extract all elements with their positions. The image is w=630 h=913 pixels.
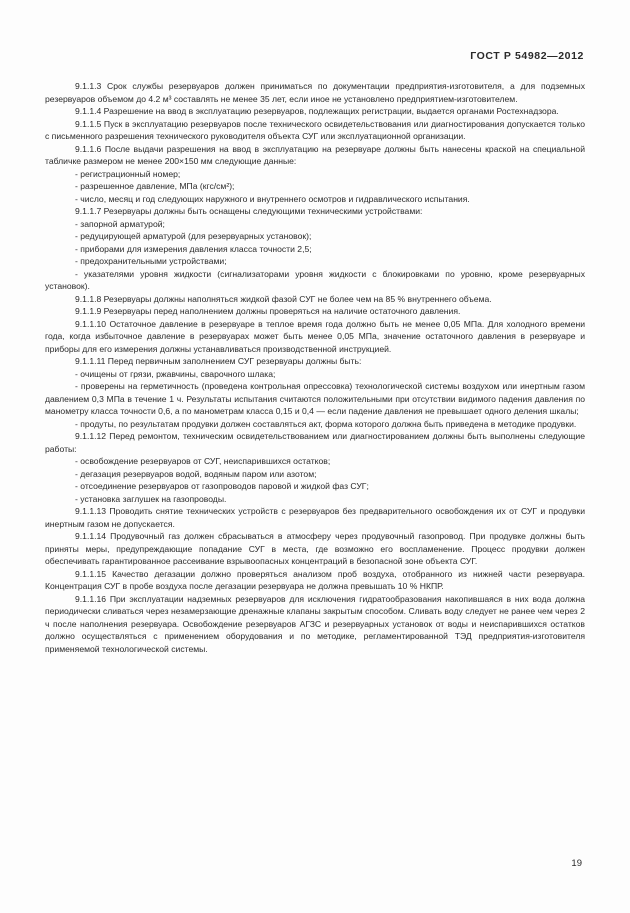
list-item: - очищены от грязи, ржавчины, сварочного шлака; (75, 368, 276, 379)
list-item: - дегазация резервуаров водой, водяным паром или азотом; (75, 468, 317, 479)
paragraph-9-1-1-8: 9.1.1.8 Резервуары должны наполняться жидкой фазой СУГ не более чем на 85 % внутреннего объема. (75, 293, 492, 304)
list-item: - редуцирующей арматурой (для резервуарных установок); (75, 231, 312, 241)
paragraph-9-1-1-14: 9.1.1.14 Продувочный газ должен сбрасываться в атмосферу через продувочный газопровод. При продувке должны быть приняты меры, предупреждающие попадание СУГ в места, где возможно его воспламенение. Процесс продувки должен обеспечивать гарантированное рассеивание взрывоопасных концентраций в безопасной зоне объекта СУГ. (45, 531, 585, 566)
paragraph-9-1-1-3: 9.1.1.3 Срок службы резервуаров должен приниматься по документации предприятия-изготовителя, а для подземных резервуаров объемом до 4.2 м³ составлять не менее 35 лет, если иное не установлено предприятием-изготовителем. (45, 81, 585, 104)
paragraph-9-1-1-11: 9.1.1.11 Перед первичным заполнением СУГ резервуары должны быть: (75, 356, 362, 366)
list-item: - освобождение резервуаров от СУГ, неиспарившихся остатков; (75, 456, 331, 466)
document-body (45, 80, 585, 655)
list-item: - проверены на герметичность (проведена контрольная опрессовка) технологической системы воздухом или инертным газом давлением 0,3 МПа в течение 1 ч. Результаты испытания считаются положительными при отсутствии видимого падения давления по манометру класса точности 0,6, а по манометрам класса 0,15 и 0,4 — если падение давления не превышает одного деления шкалы; (45, 381, 585, 416)
list-item: - разрешенное давление, МПа (кгс/см²); (75, 181, 235, 191)
list-item: - запорной арматурой; (75, 218, 165, 229)
paragraph-9-1-1-16: 9.1.1.16 При эксплуатации надземных резервуаров для исключения гидратообразования накопившаяся в них вода должна периодически сливаться через незамерзающие дренажные клапаны закрытым способом. Сливать воду следует не ранее чем через 2 ч после наполнения резервуара. Освобождение резервуаров АГЗС и резервуарных установок от воды и неиспарившихся остатков должно осуществляться с применением оборудования и по методике, регламентированной ТЭД предприятия-изготовителя применяемой технологической системы. (45, 593, 585, 654)
paragraph-9-1-1-15: 9.1.1.15 Качество дегазации должно проверяться анализом проб воздуха, отобранного из нижней части резервуара. Концентрация СУГ в пробе воздуха после дегазации резервуара не должна превышать 10 % НКПР. (45, 568, 585, 591)
paragraph-9-1-1-13: 9.1.1.13 Проводить снятие технических устройств с резервуаров без предварительного освобождения их от СУГ и продувки инертным газом не допускается. (45, 506, 585, 529)
paragraph-9-1-1-7: 9.1.1.7 Резервуары должны быть оснащены следующими техническими устройствами: (75, 206, 423, 216)
list-item: - регистрационный номер; (75, 168, 181, 179)
paragraph-9-1-1-10: 9.1.1.10 Остаточное давление в резервуаре в теплое время года должно быть не менее 0,05 МПа. Для холодного времени года, когда избыточное давление в резервуарах может быть менее 0,05 МПа, значение остаточного давления в резервуаре и приборы для его измерения должны устанавливаться производственной инструкцией. (45, 318, 585, 354)
paragraph-9-1-1-12: 9.1.1.12 Перед ремонтом, техническим освидетельствованием или диагностированием должны быть выполнены следующие работы: (45, 431, 585, 454)
paragraph-9-1-1-4: 9.1.1.4 Разрешение на ввод в эксплуатацию резервуаров, подлежащих регистрации, выдается органами Ростехнадзора. (75, 106, 559, 116)
list-item: - приборами для измерения давления класса точности 2,5; (75, 243, 312, 254)
standard-header: ГОСТ Р 54982—2012 (470, 50, 584, 62)
paragraph-9-1-1-6: 9.1.1.6 После выдачи разрешения на ввод в эксплуатацию на резервуаре должны быть нанесены краской на специальной табличке размером не менее 200×150 мм следующие данные: (45, 143, 585, 166)
list-item: - установка заглушек на газопроводы. (75, 493, 227, 504)
list-item: - указателями уровня жидкости (сигнализаторами уровня жидкости с блокировками по уровню, кроме резервуарных установок). (45, 268, 585, 291)
paragraph-9-1-1-9: 9.1.1.9 Резервуары перед наполнением должны проверяться на наличие остаточного давления. (75, 306, 461, 316)
list-item: - число, месяц и год следующих наружного и внутреннего осмотров и гидравлического испытания. (75, 193, 470, 204)
list-item: - отсоединение резервуаров от газопроводов паровой и жидкой фаз СУГ; (75, 481, 369, 491)
list-item: - продуты, по результатам продувки должен составляться акт, форма которого должна быть приведена в методике продувки. (75, 418, 577, 429)
page-number: 19 (571, 858, 582, 869)
list-item: - предохранительными устройствами; (75, 256, 227, 266)
paragraph-9-1-1-5: 9.1.1.5 Пуск в эксплуатацию резервуаров после технического освидетельствования или диагностирования допускается только с письменного разрешения технического руководителя объекта СУГ или эксплуатационной организации. (45, 118, 585, 141)
